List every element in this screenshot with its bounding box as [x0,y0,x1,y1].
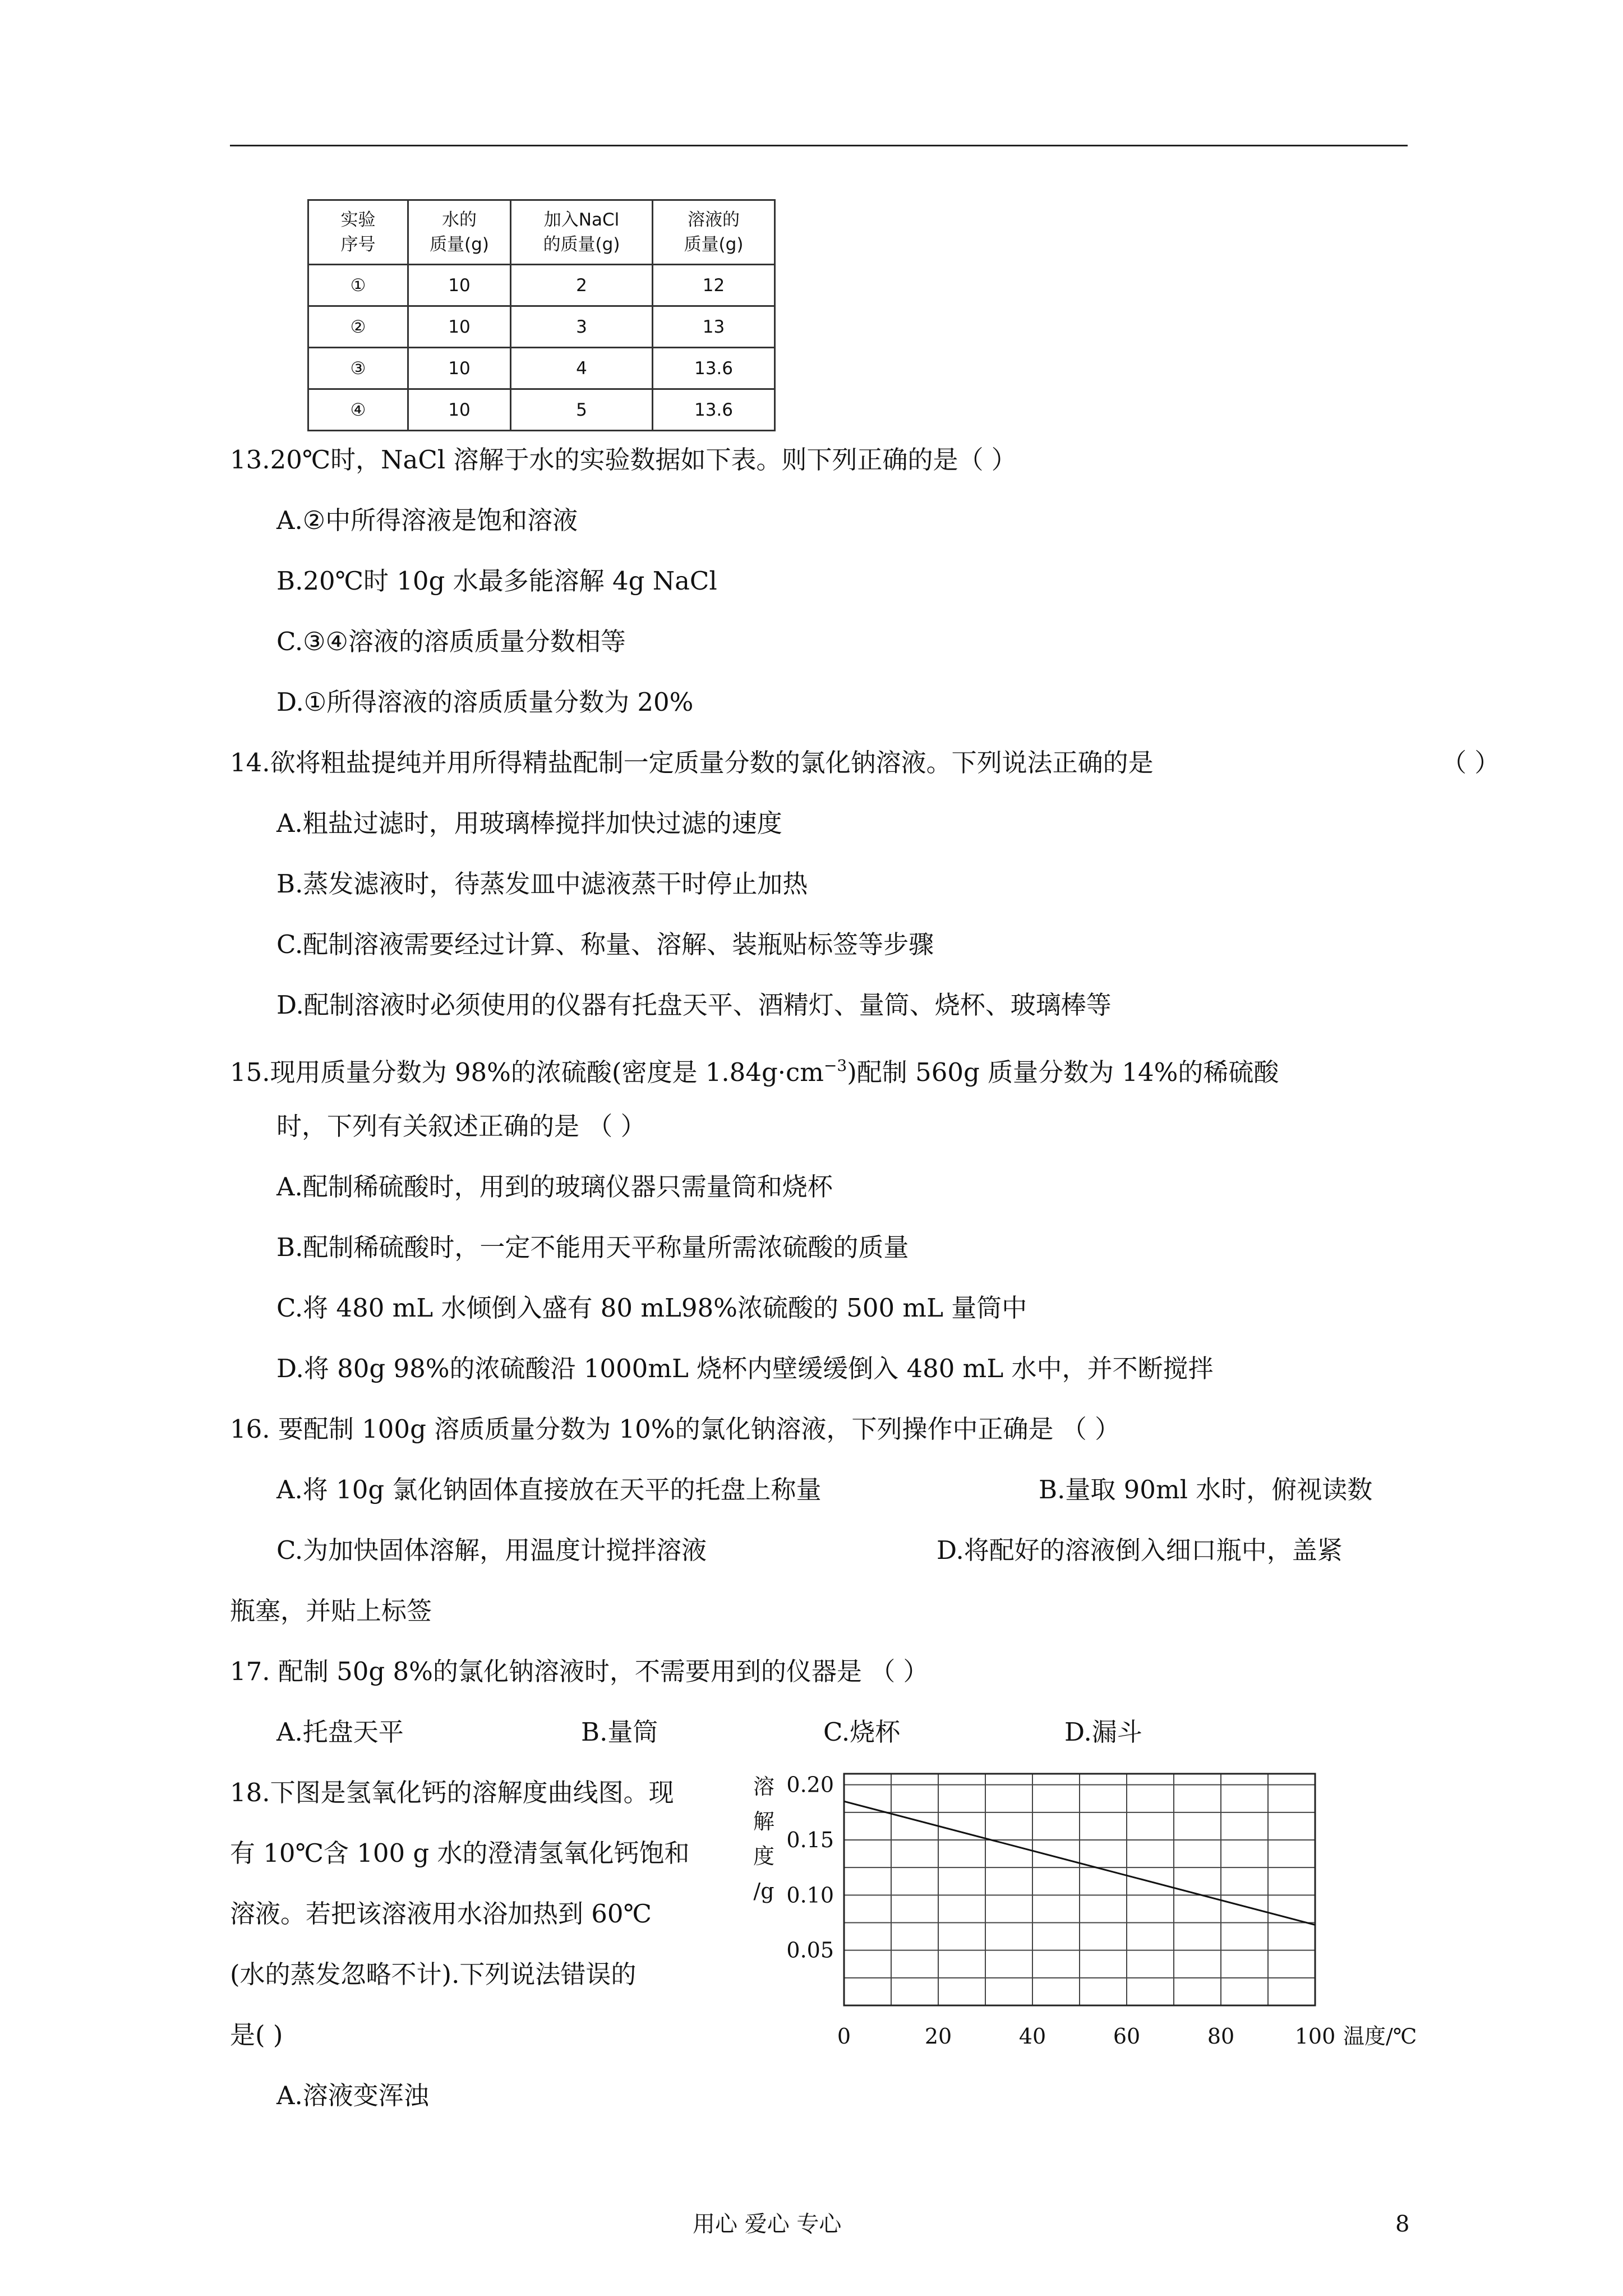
table-cell: ① [308,265,408,306]
question-16-option-d-continued: 瓶塞，并贴上标签 [230,1596,432,1626]
chart-y-axis-label-char: 解 [753,1809,775,1834]
solubility-curve-chart [751,1767,1464,2053]
question-14-stem: 14.欲将粗盐提纯并用所得精盐配制一定质量分数的氯化钠溶液。下列说法正确的是 [230,748,1154,777]
table-row [308,348,775,389]
chart-y-axis-label-char: 度 [753,1844,775,1869]
question-15-option-c: C.将 480 mL 水倾倒入盛有 80 mL98%浓硫酸的 500 mL 量筒中 [276,1293,1027,1323]
question-18-stem-line: 溶液。若把该溶液用水浴加热到 60℃ [230,1899,652,1929]
question-13-option-d: D.①所得溶液的溶质质量分数为 20% [276,687,694,717]
question-17-option-c: C.烧杯 [823,1717,901,1747]
table-cell: 5 [511,389,653,431]
question-15-stem-part-a: 15.现用质量分数为 98%的浓硫酸(密度是 1.84g·cm [230,1057,824,1087]
question-13-option-a: A.②中所得溶液是饱和溶液 [276,505,578,535]
question-15-stem-part-b: )配制 560g 质量分数为 14%的稀硫酸 [847,1057,1279,1087]
table-cell: 13 [653,306,775,348]
table-row [308,265,775,306]
table-header-row [308,200,775,265]
question-13-stem: 13.20℃时，NaCl 溶解于水的实验数据如下表。则下列正确的是（ ） [230,445,1017,475]
question-14-option-a: A.粗盐过滤时，用玻璃棒搅拌加快过滤的速度 [276,808,782,838]
chart-x-axis-label: 温度/℃ [1343,2024,1417,2049]
chart-y-tick-label: 0.15 [786,1828,834,1852]
question-18-option-a: A.溶液变浑浊 [276,2081,429,2110]
table-cell: 4 [511,348,653,389]
chart-x-tick-labels [837,2024,1335,2049]
question-18-stem-line: (水的蒸发忽略不计).下列说法错误的 [230,1959,637,1989]
question-16-option-c: C.为加快固体溶解，用温度计搅拌溶液 [276,1535,707,1565]
question-17-option-b: B.量筒 [581,1717,658,1747]
page-number: 8 [1395,2211,1410,2237]
chart-y-tick-labels [786,1773,834,1963]
question-13-option-b: B.20℃时 10g 水最多能溶解 4g NaCl [276,566,717,596]
question-18-stem-line: 是( ) [230,2020,283,2050]
table-header-cell: 加入NaCl 的质量(g) [511,200,653,265]
chart-y-tick-label: 0.10 [786,1883,834,1908]
question-17-option-a: A.托盘天平 [276,1717,404,1747]
table-cell: 13.6 [653,389,775,431]
question-16-option-d: D.将配好的溶液倒入细口瓶中，盖紧 [937,1535,1343,1565]
question-15-option-a: A.配制稀硫酸时，用到的玻璃仪器只需量筒和烧杯 [276,1172,833,1202]
question-16-stem: 16. 要配制 100g 溶质质量分数为 10%的氯化钠溶液，下列操作中正确是 （ ） [230,1414,1121,1444]
chart-y-tick-label: 0.05 [786,1938,834,1963]
question-15-stem-superscript: −3 [823,1056,847,1075]
table-header-cell: 溶液的 质量(g) [653,200,775,265]
chart-x-tick-label: 0 [837,2024,851,2049]
table-cell: ③ [308,348,408,389]
question-15-option-d: D.将 80g 98%的浓硫酸沿 1000mL 烧杯内壁缓缓倒入 480 mL 水中，并不断搅拌 [276,1354,1214,1383]
chart-x-tick-label: 100 [1294,2024,1336,2049]
question-15-stem-continued: 时，下列有关叙述正确的是 （ ） [276,1111,646,1141]
question-14-answer-bracket: （ ） [1441,748,1500,777]
table-cell: 10 [408,348,511,389]
chart-x-tick-label: 40 [1018,2024,1046,2049]
question-13-option-c: C.③④溶液的溶质质量分数相等 [276,627,626,656]
question-15-option-b: B.配制稀硫酸时，一定不能用天平称量所需浓硫酸的质量 [276,1232,909,1262]
table-cell: ② [308,306,408,348]
footer-motto: 用心 爱心 专心 [693,2211,842,2237]
question-16-option-a: A.将 10g 氯化钠固体直接放在天平的托盘上称量 [276,1475,822,1504]
table-cell: 10 [408,389,511,431]
chart-grid [844,1774,1315,2005]
experiment-data-table [307,199,776,431]
question-15-stem [230,1049,1279,1089]
chart-y-axis-label-char: 溶 [753,1774,775,1799]
table-row [308,306,775,348]
question-14-option-b: B.蒸发滤液时，待蒸发皿中滤液蒸干时停止加热 [276,869,808,899]
question-16-option-b: B.量取 90ml 水时，俯视读数 [1039,1475,1373,1504]
chart-y-axis-label-char: /g [753,1879,774,1903]
chart-y-tick-label: 0.20 [786,1772,834,1797]
table-cell: ④ [308,389,408,431]
table-row [308,389,775,431]
question-14-option-d: D.配制溶液时必须使用的仪器有托盘天平、酒精灯、量筒、烧杯、玻璃棒等 [276,990,1112,1020]
header-rule [230,145,1408,146]
chart-x-tick-label: 60 [1113,2024,1141,2049]
table-cell: 10 [408,265,511,306]
question-18-stem-line: 有 10℃含 100 g 水的澄清氢氧化钙饱和 [230,1838,690,1868]
table-cell: 3 [511,306,653,348]
table-header-cell: 实验 序号 [308,200,408,265]
table-cell: 10 [408,306,511,348]
question-17-stem: 17. 配制 50g 8%的氯化钠溶液时，不需要用到的仪器是 （ ） [230,1657,929,1686]
table-cell: 2 [511,265,653,306]
chart-y-axis-label [753,1774,774,1903]
question-17-option-d: D.漏斗 [1064,1717,1142,1747]
table-cell: 12 [653,265,775,306]
chart-x-tick-label: 80 [1207,2024,1235,2049]
table-header-cell: 水的 质量(g) [408,200,511,265]
question-14-option-c: C.配制溶液需要经过计算、称量、溶解、装瓶贴标签等步骤 [276,930,934,959]
table-cell: 13.6 [653,348,775,389]
chart-x-tick-label: 20 [924,2024,952,2049]
question-18-stem-line: 18.下图是氢氧化钙的溶解度曲线图。现 [230,1778,674,1807]
